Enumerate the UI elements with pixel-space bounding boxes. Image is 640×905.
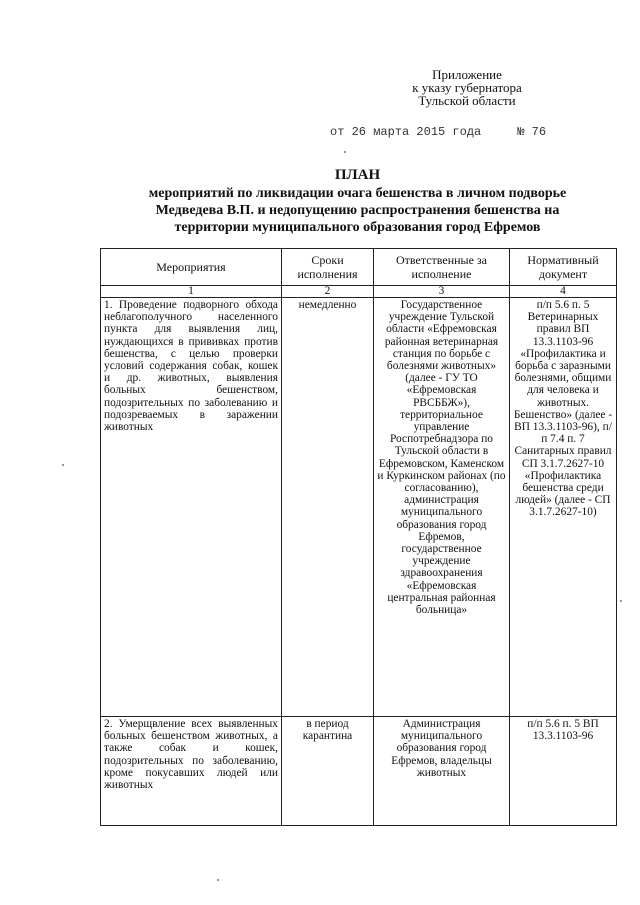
row-1-normative: п/п 5.6 п. 5 Ветеринарных правил ВП 13.3.1103-96 «Профилактика и борьба с заразными болезнями, общими для человека и животных. Бешенство» (далее - ВП 13.3.1103-96), п/п 7.4 п. 7 Санитарных правил СП 3.1.7.2627-10 «Профилактика бешенства среди людей» (далее - СП 3.1.7.2627-10)	[510, 298, 617, 717]
table-row	[101, 298, 617, 717]
decree-number: № 76	[517, 125, 547, 139]
table-row	[101, 717, 617, 826]
row-1-activity: 1. Проведение подворного обхода неблагополучного населенного пункта для выявления лиц, нуждающихся в прививках против бешенства, с целью проверки условий содержания собак, кошек и др. животных, выявления больных бешенством, подозрительных по заболеванию и подозреваемых в заражении животных	[101, 298, 282, 717]
plan-title-line-2: Медведева В.П. и недопущению распространения бешенства на	[155, 203, 560, 218]
column-number-3: 3	[374, 286, 510, 298]
appendix-block	[392, 68, 542, 107]
scan-speck	[217, 879, 219, 881]
header-normative: Нормативный документ	[510, 249, 617, 286]
column-number-2: 2	[282, 286, 374, 298]
header-activities: Мероприятия	[101, 249, 282, 286]
column-number-row	[101, 286, 617, 298]
plan-title-line-3: территории муниципального образования город Ефремов	[174, 220, 541, 235]
header-responsible: Ответственные за исполнение	[374, 249, 510, 286]
scan-speck	[62, 464, 64, 466]
decree-date: от 26 марта 2015 года	[330, 125, 482, 139]
scan-speck	[620, 600, 622, 602]
appendix-line-2: к указу губернатора	[412, 80, 522, 95]
table-header-row	[101, 249, 617, 286]
plan-title	[100, 167, 615, 236]
row-2-activity: 2. Умерщвление всех выявленных больных бешенством животных, а также собак и кошек, подозрительных по заболеванию, кроме покусавших людей или животных	[101, 717, 282, 826]
plan-table	[100, 248, 617, 826]
row-2-normative: п/п 5.6 п. 5 ВП 13.3.1103-96	[510, 717, 617, 826]
row-2-responsible: Администрация муниципального образования город Ефремов, владельцы животных	[374, 717, 510, 826]
appendix-line-3: Тульской области	[418, 93, 516, 108]
row-1-term: немедленно	[282, 298, 374, 717]
plan-heading: ПЛАН	[334, 167, 381, 183]
column-number-1: 1	[101, 286, 282, 298]
header-terms: Сроки исполнения	[282, 249, 374, 286]
row-2-term: в период карантина	[282, 717, 374, 826]
scan-speck	[344, 151, 346, 153]
decree-date-line	[330, 125, 580, 139]
plan-title-line-1: мероприятий по ликвидации очага бешенства в личном подворье	[148, 186, 567, 201]
column-number-4: 4	[510, 286, 617, 298]
row-1-responsible: Государственное учреждение Тульской области «Ефремовская районная ветеринарная станция по борьбе с болезнями животных» (далее - ГУ ТО «Ефремовская РВСББЖ»), территориальное управление Роспотребнадзора по Тульской области в Ефремовском, Каменском и Куркинском районах (по согласованию), администрация муниципального образования город Ефремов, государственное учреждение здравоохранения «Ефремовская центральная районная больница»	[374, 298, 510, 717]
appendix-line-1: Приложение	[432, 67, 502, 82]
